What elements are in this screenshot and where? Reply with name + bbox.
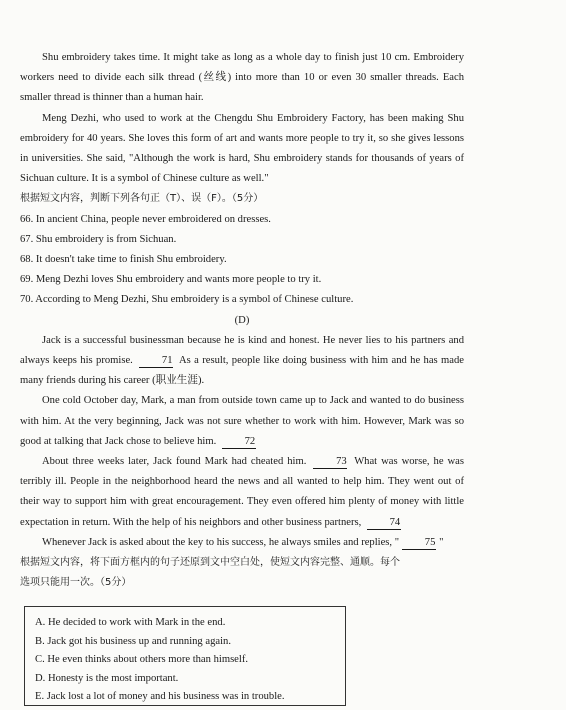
true-false-instruction: 根据短文内容，判断下列各句正（T）、误（F）。（5分） [20,193,264,205]
passage-d-paragraph-1 [20,331,464,392]
paragraph-3-text-start: About three weeks later, Jack found Mark had cheated him. [42,456,307,468]
passage-d-paragraph-3 [20,452,464,533]
blank-73: 73 [313,455,347,469]
option-a: A. He decided to work with Mark in the end. [35,617,226,628]
reading-section [20,48,464,593]
blank-72: 72 [222,435,256,449]
blank-71: 71 [139,354,173,368]
passage-c-paragraph-1: Shu embroidery takes time. It might take as long as a whole day to finish just 10 cm. Embroidery workers need to divide each silk thread (丝线) into more than 10 or even 30 smaller threads. Each smaller thread is thinner than a human hair. [20,52,464,104]
paragraph-1-text-start: Jack is a successful businessman because he is kind and honest. He never lies to his partners and always keeps his promise. [20,334,464,367]
question-70: 70. According to Meng Dezhi, Shu embroidery is a symbol of Chinese culture. [20,294,354,306]
fill-in-instruction-line-2: 选项只能用一次。（5分） [20,577,132,589]
passage-d-paragraph-4 [20,533,464,553]
paragraph-1-text-end: As a result, people like doing business with him and he has made many friends during his career (职业生涯). [20,355,464,387]
question-67: 67. Shu embroidery is from Sichuan. [20,233,177,245]
paragraph-2-text: One cold October day, Mark, a man from outside town came up to Jack and wanted to do business with him. At the very beginning, Jack was not sure whether to work with him. However, Mark was so good at talking that Jack chose to believe him. [20,395,464,447]
blank-75: 75 [402,536,436,550]
passage-d-paragraph-2 [20,391,464,452]
option-c: C. He even thinks about others more than himself. [35,654,249,666]
paragraph-4-text-start: Whenever Jack is asked about the key to his success, he always smiles and replies, " [42,536,400,548]
passage-d-heading: (D) [234,314,250,326]
question-69: 69. Meng Dezhi loves Shu embroidery and wants more people to try it. [20,274,322,286]
question-68: 68. It doesn't take time to finish Shu embroidery. [20,254,227,266]
paragraph-3-text-middle: What was worse, he was terribly ill. People in the neighborhood heard the news and all wanted to help him. They went out of their way to support him with great encouragement. They even offered him plenty of money with little expectation in return. With the help of his neighbors and other business partners, [20,456,464,528]
paragraph-4-text-end: " [439,536,444,548]
blank-74: 74 [367,516,401,530]
question-66: 66. In ancient China, people never embroidered on dresses. [20,213,271,225]
fill-in-instruction-line-1: 根据短文内容，将下面方框内的句子还原到文中空白处，使短文内容完整、通顺。每个 [20,557,400,569]
options-box [24,606,346,706]
passage-c-paragraph-2: Meng Dezhi, who used to work at the Chengdu Shu Embroidery Factory, has been making Shu embroidery for 40 years. She loves this form of art and wants more people to try it, so she gives lessons in universities. She said, "Although the work is hard, Shu embroidery stands for thousands of years of Sichuan culture. It is a symbol of Chinese culture as well." [20,112,464,185]
option-e: E. Jack lost a lot of money and his business was in trouble. [35,691,285,703]
option-d: D. Honesty is the most important. [35,672,179,684]
option-b: B. Jack got his business up and running again. [35,635,231,647]
